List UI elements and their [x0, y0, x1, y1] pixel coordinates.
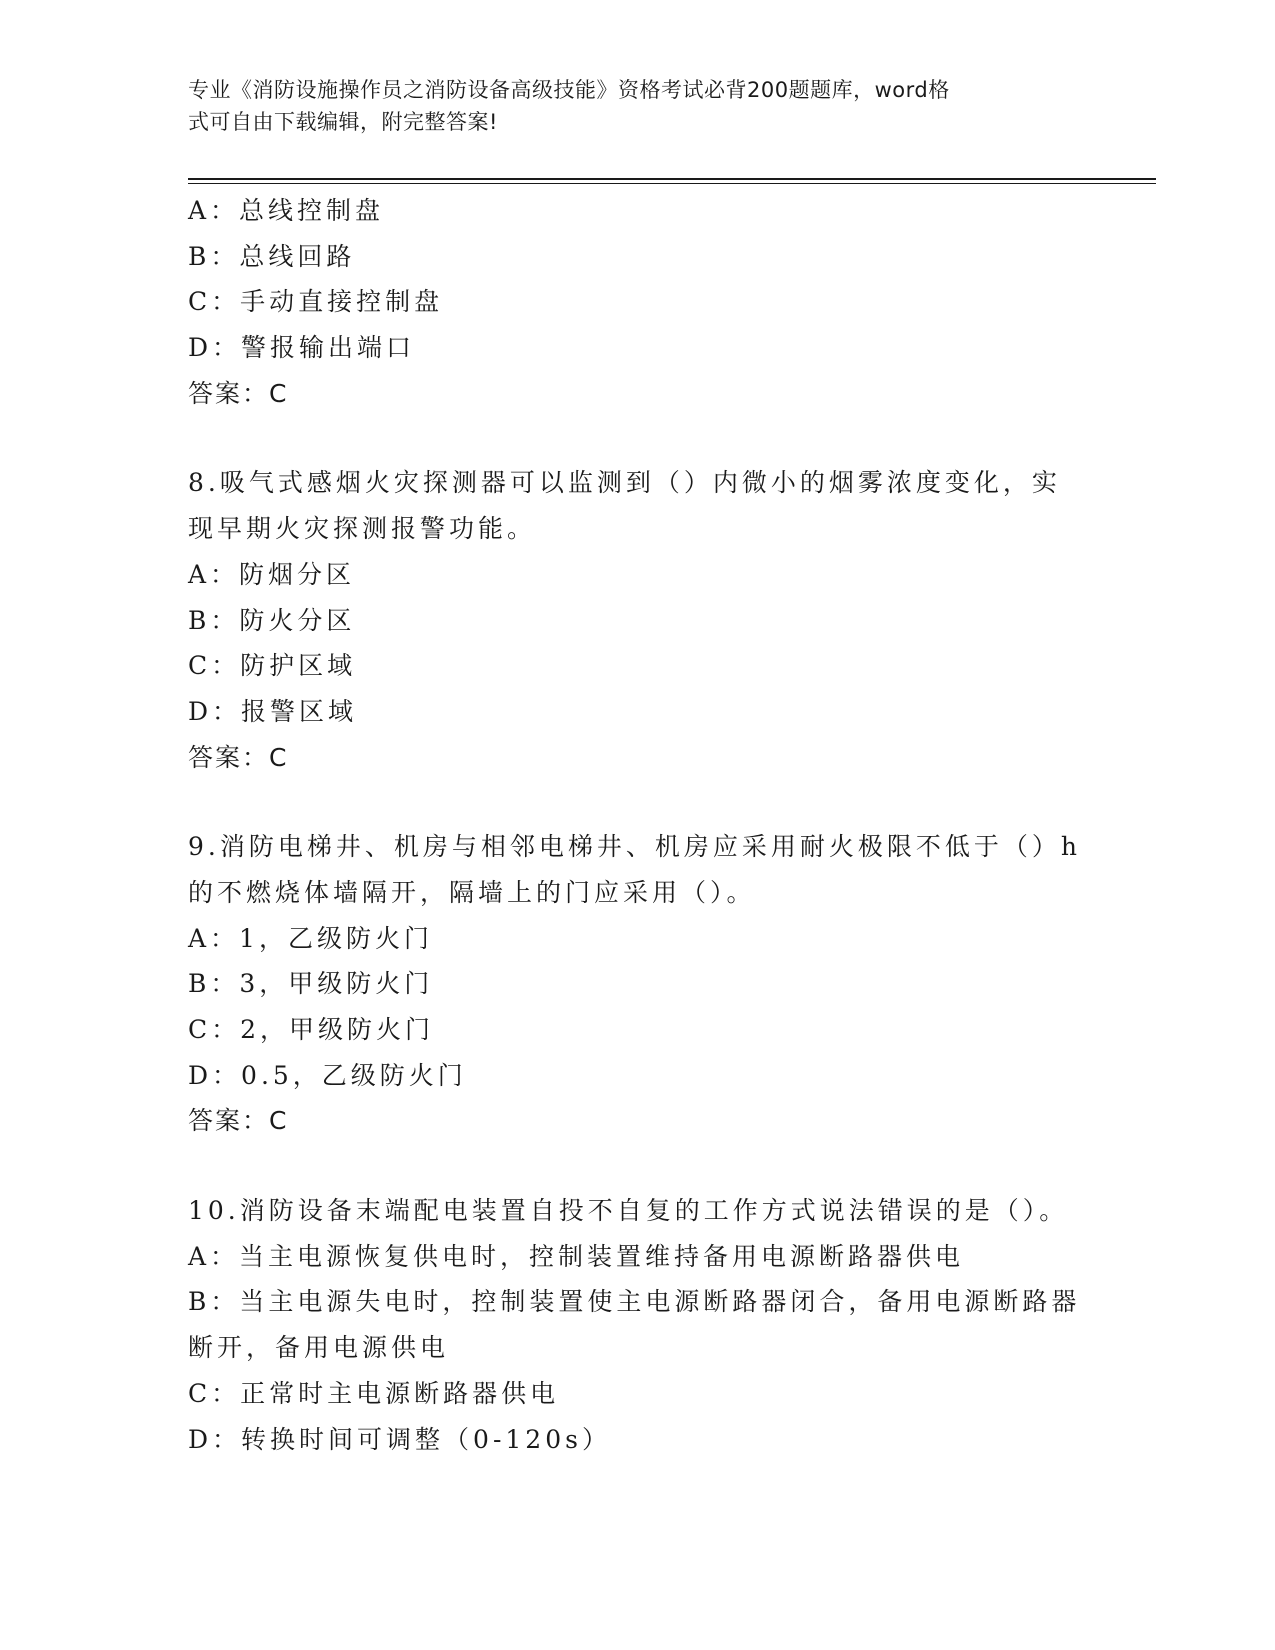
option-b: B：当主电源失电时，控制装置使主电源断路器闭合，备用电源断路器: [188, 1287, 1081, 1317]
option-d: D：转换时间可调整（0-120s）: [188, 1424, 611, 1454]
option-c: C：2，甲级防火门: [188, 1015, 435, 1044]
question-stem-line: 的不燃烧体墙隔开，隔墙上的门应采用（）。: [188, 877, 756, 907]
option-c: C：手动直接控制盘: [188, 287, 444, 317]
header-divider-thick: [188, 178, 1156, 180]
spacer: [188, 780, 1088, 824]
option-a: A：当主电源恢复供电时，控制装置维持备用电源断路器供电: [188, 1241, 965, 1271]
option-a: A：总线控制盘: [188, 196, 385, 225]
option-c: C：正常时主电源断路器供电: [188, 1378, 560, 1408]
question-stem-line: 现早期火灾探测报警功能。: [188, 514, 537, 544]
spacer: [188, 1144, 1088, 1188]
option-c: C：防护区域: [188, 651, 357, 681]
question-stem-line: 10.消防设备末端配电装置自投不自复的工作方式说法错误的是（）。: [188, 1196, 1069, 1226]
option-a: A：1，乙级防火门: [188, 923, 433, 953]
header-line-1: 专业《消防设施操作员之消防设备高级技能》资格考试必背200题题库，word格: [188, 78, 950, 102]
option-d: D：报警区域: [188, 696, 358, 726]
question-stem-line: 9.消防电梯井、机房与相邻电梯井、机房应采用耐火极限不低于（）h: [188, 832, 1081, 862]
option-b-continued: 断开，备用电源供电: [188, 1333, 450, 1363]
question-8-block: [188, 460, 1088, 780]
option-a: A：防烟分区: [188, 559, 356, 589]
option-d: D：警报输出端口: [188, 333, 416, 363]
document-header: [188, 74, 1068, 138]
question-10-block: [188, 1188, 1088, 1462]
previous-question-block: [188, 188, 1088, 416]
question-stem-line: 8.吸气式感烟火灾探测器可以监测到（）内微小的烟雾浓度变化，实: [188, 468, 1061, 498]
option-b: B：防火分区: [188, 605, 356, 635]
answer-line: 答案：C: [188, 742, 289, 772]
option-b: B：总线回路: [188, 241, 356, 271]
question-9-block: [188, 824, 1088, 1144]
header-line-2: 式可自由下载编辑，附完整答案!: [188, 110, 498, 134]
spacer: [188, 416, 1088, 460]
answer-line: 答案：C: [188, 378, 289, 408]
option-b: B：3，甲级防火门: [188, 969, 434, 999]
question-content: [188, 188, 1088, 1462]
option-d: D：0.5，乙级防火门: [188, 1060, 467, 1090]
answer-line: 答案：C: [188, 1106, 289, 1136]
header-divider-thin: [188, 183, 1156, 184]
